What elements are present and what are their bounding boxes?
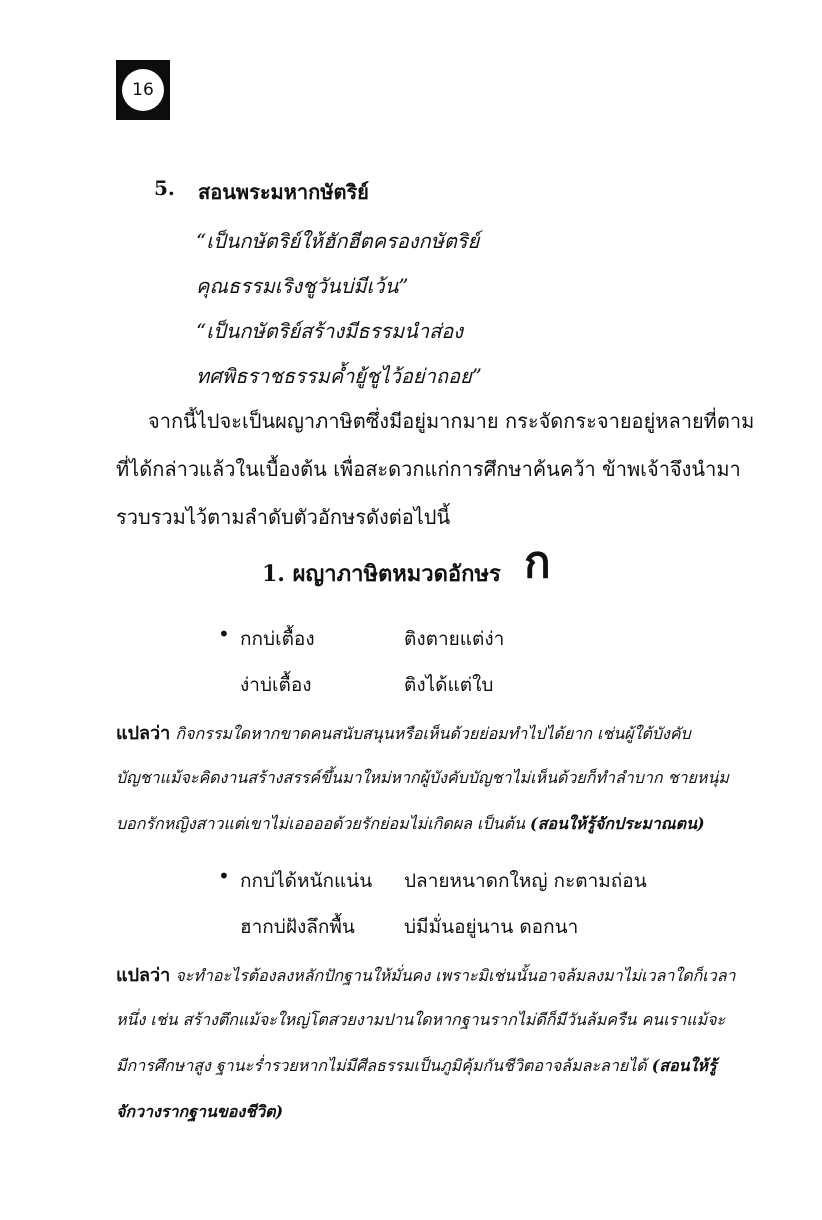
page-number: 16 — [122, 69, 164, 111]
explanation-label: แปลว่า — [116, 723, 171, 744]
chapter-title: 1. ผญาภาษิตหมวดอักษร — [262, 561, 501, 587]
explanation-line — [116, 1008, 725, 1033]
proverb-line-left: กกบ่ได้หนักแน่น — [240, 870, 373, 892]
lesson-text: (สอนให้รู้จักประมาณตน) — [530, 814, 705, 833]
page-number-badge — [116, 60, 170, 120]
explanation-text: มีการศึกษาสูง ฐานะร่ำรวยหากไม่มีศีลธรรมเป็นภูมิคุ้มกันชีวิตอาจล้มละลายได้ — [116, 1056, 647, 1075]
lesson-text: จักวางรากฐานของชีวิต) — [116, 1102, 284, 1121]
explanation-text: บอกรักหญิงสาวแต่เขาไม่เออออด้วยรักย่อมไม่เกิดผล เป็นต้น — [116, 814, 525, 833]
proverb-line-right: บ่มีมั่นอยู่นาน ดอกนา — [404, 916, 579, 938]
explanation-line — [116, 960, 736, 989]
lesson-text: (สอนให้รู้ — [651, 1056, 717, 1075]
explanation-text: หนึ่ง เช่น สร้างตึกแม้จะใหญ่โตสวยงามปานใดหากฐานรากไม่ดีก็มีวันล้มครืน คนเราแม้จะ — [116, 1010, 726, 1029]
verse-line: คุณธรรมเริงชูวันบ่มีเว้น” — [196, 274, 409, 298]
proverb-line-left: ฮากบ่ฝังลึกพื้น — [240, 916, 355, 938]
proverb-line-left: กกบ่เตื้อง — [240, 628, 315, 650]
explanation-text: จะทำอะไรต้องลงหลักปักฐานให้มั่นคง เพราะมิเช่นนั้นอาจล้มลงมาไม่เวลาใดก็เวลา — [175, 966, 736, 985]
bullet-icon: • — [218, 622, 230, 646]
proverb-line-left: ง่าบ่เตื้อง — [240, 674, 312, 696]
bullet-icon: • — [218, 864, 230, 888]
proverb-line-right: ปลายหนาดกใหญ่ กะตามถ่อน — [404, 870, 647, 892]
explanation-line — [116, 1054, 717, 1079]
intro-line: ที่ได้กล่าวแล้วในเบื้องต้น เพื่อสะดวกแก่การศึกษาค้นคว้า ข้าพเจ้าจึงนำมา — [116, 457, 741, 481]
intro-line: จากนี้ไปจะเป็นผญาภาษิตซึ่งมีอยู่มากมาย กระจัดกระจายอยู่หลายที่ตาม — [148, 409, 755, 433]
explanation-line — [116, 812, 705, 837]
explanation-line — [116, 718, 691, 747]
intro-line: รวบรวมไว้ตามลำดับตัวอักษรดังต่อไปนี้ — [116, 505, 451, 529]
verse-line: “เป็นกษัตริย์ให้ฮักฮีตครองกษัตริย์ — [196, 229, 480, 253]
explanation-label: แปลว่า — [116, 965, 171, 986]
proverb-line-right: ติงตายแต่ง่า — [404, 628, 505, 650]
explanation-line — [116, 1100, 283, 1125]
explanation-text: กิจกรรมใดหากขาดคนสนับสนุนหรือเห็นด้วยย่อมทำไปได้ยาก เช่นผู้ใต้บังคับ — [175, 724, 691, 743]
section-number: 5. — [154, 176, 175, 200]
verse-line: “เป็นกษัตริย์สร้างมีธรรมนำส่อง — [196, 319, 464, 343]
verse-line: ทศพิธราชธรรมค้ำยู้ชูไว้อย่าถอย” — [196, 364, 482, 388]
explanation-text: บัญชาแม้จะคิดงานสร้างสรรค์ขึ้นมาใหม่หากผู้บังคับบัญชาไม่เห็นด้วยก็ทำลำบาก ชายหนุ่ม — [116, 768, 729, 787]
explanation-line — [116, 766, 729, 791]
chapter-letter: ก — [524, 537, 551, 588]
section-title: สอนพระมหากษัตริย์ — [198, 180, 369, 204]
proverb-line-right: ติงได้แต่ใบ — [404, 674, 494, 696]
